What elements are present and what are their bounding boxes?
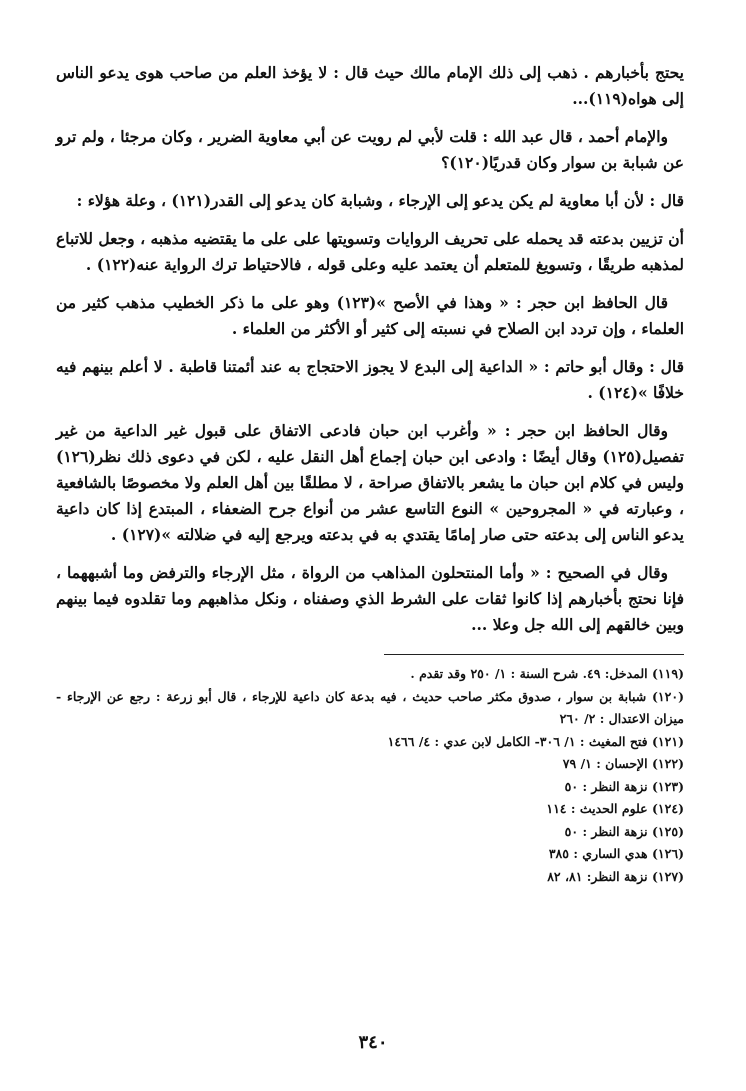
page-number: ٣٤٠	[358, 1032, 388, 1053]
footnote: (١٢٣) نزهة النظر : ٥٠	[564, 778, 684, 794]
footnote: (١٢١) فتح المغيث : ١/ ٣٠٦- الكامل لابن عدي : ٤/ ١٤٦٦	[387, 733, 684, 749]
paragraph: قال : وقال أبو حاتم : « الداعية إلى البدع لا يجوز الاحتجاج به عند أئمتنا قاطبة . لا أعلم بينهم فيه خلافًا »(١٢٤) .	[56, 357, 684, 402]
footnote: (١١٩) المدخل: ٤٩. شرح السنة : ١/ ٢٥٠ وقد تقدم .	[410, 666, 684, 681]
footnotes	[56, 663, 684, 888]
footnote-divider	[384, 654, 684, 655]
footnote: (١٢٢) الإحسان : ١/ ٧٩	[562, 756, 684, 771]
paragraph: قال : لأن أبا معاوية لم يكن يدعو إلى الإرجاء ، وشبابة كان يدعو إلى القدر(١٢١) ، وعلة هؤلاء :	[76, 191, 684, 210]
paragraph: وقال الحافظ ابن حجر : « وأغرب ابن حبان فادعى الاتفاق على قبول غير الداعية من غير تفصيل(١٢٥) وقال أيضًا : وادعى ابن حبان إجماع أهل النقل عليه ، لكن في دعوى ذلك نظر(١٢٦) وليس في كلام ابن حبان ما يشعر بالاتفاق صراحة ، لا مطلقًا بين أهل العلم ولا مخصوصًا بالشافعية ، وعبارته في « المجروحين » النوع التاسع عشر من أنواع جرح الضعفاء ، المبتدع إذا كان داعية يدعو الناس إلى بدعته حتى صار إمامًا يقتدي به في بدعته ويرجع إليه في ضلالته »(١٢٧) .	[56, 421, 684, 544]
footnote: (١٢٤) علوم الحديث : ١١٤	[546, 801, 684, 816]
paragraph: والإمام أحمد ، قال عبد الله : قلت لأبي لم رويت عن أبي معاوية الضرير ، وكان مرجئا ، ولم ترو عن شبابة بن سوار وكان قدريًا(١٢٠)؟	[56, 127, 684, 172]
footnote: (١٢٥) نزهة النظر : ٥٠	[564, 823, 684, 839]
paragraph: وقال في الصحيح : « وأما المنتحلون المذاهب من الرواة ، مثل الإرجاء والترفض وما أشبههما ، فإنا نحتج بأخبارهم إذا كانوا ثقات على الشرط الذي وصفناه ، ونكل مذاهبهم وما تقلدوه فيما بينهم وبين خالقهم إلى الله جل وعلا ...	[56, 563, 684, 634]
footnote: (١٢٧) نزهة النظر: ٨١، ٨٢	[547, 868, 684, 884]
paragraph: قال الحافظ ابن حجر : « وهذا في الأصح »(١٢٣) وهو على ما ذكر الخطيب مذهب كثير من العلماء ، وإن تردد ابن الصلاح في نسبته إلى كثير أو الأكثر من العلماء .	[56, 293, 684, 338]
paragraph: أن تزيين بدعته قد يحمله على تحريف الروايات وتسويتها على على ما يقتضيه مذهبه ، وجعل للاتباع لمذهبه طريقًا ، وتسويغ للمتعلم أن يعتمد عليه وعلى قوله ، فالاحتياط ترك الرواية عنه(١٢٢) .	[56, 229, 684, 274]
footnote: (١٢٦) هدي الساري : ٣٨٥	[548, 846, 684, 861]
footnote: (١٢٠) شبابة بن سوار ، صدوق مكثر صاحب حديث ، فيه بدعة كان داعية للإرجاء ، قال أبو زرعة : رجع عن الإرجاء - ميزان الاعتدال : ٢/ ٢٦٠	[56, 688, 684, 726]
main-text	[56, 60, 684, 638]
paragraph: يحتج بأخبارهم . ذهب إلى ذلك الإمام مالك حيث قال : لا يؤخذ العلم من صاحب هوى يدعو الناس إلى هواه(١١٩)...	[56, 63, 684, 108]
